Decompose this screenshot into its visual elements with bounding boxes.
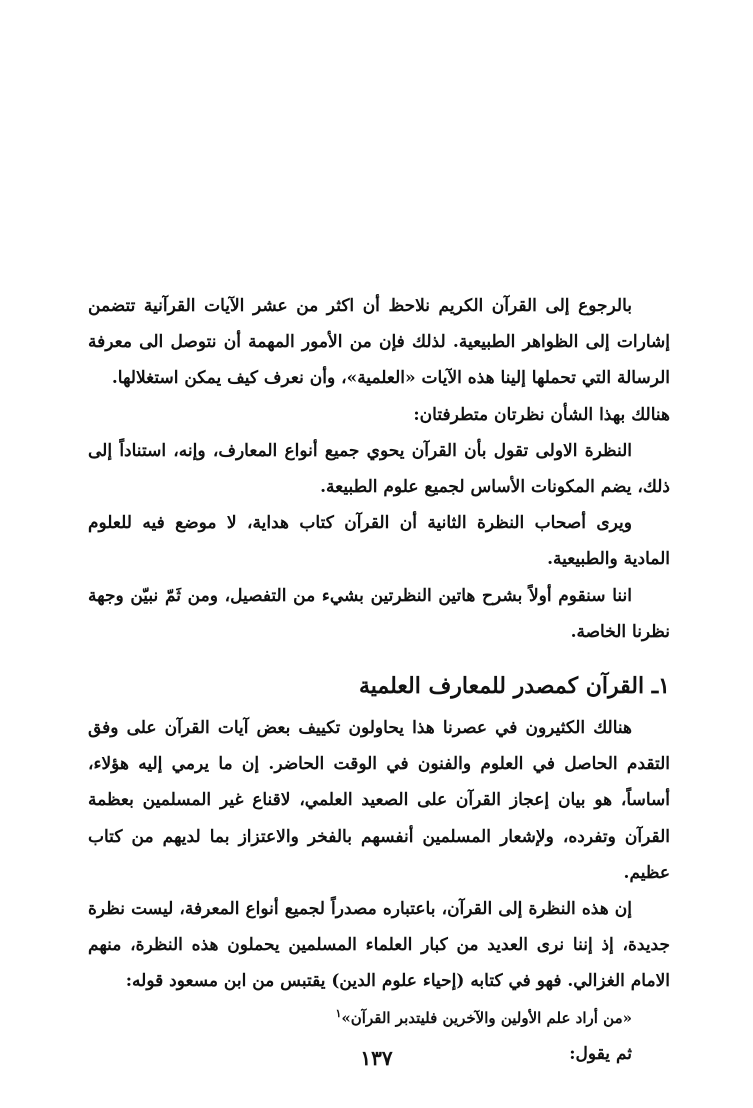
paragraph-then-says: ثم يقول: (569, 1043, 632, 1064)
paragraph-modern-views: هنالك الكثيرون في عصرنا هذا يحاولون تكييف بعض آيات القرآن على وفق التقدم الحاصل في العلوم والفنون في الوقت الحاضر. إن ما يرمي إليه هؤلاء، أساساً، هو بيان إعجاز القرآن على الصعيد العلمي، لاقناع غير المسلمين بعظمة القرآن وتفرده، ولإشعار المسلمين أنفسهم بالفخر والاعتزاز بما لديهم من كتاب عظيم. (88, 718, 670, 883)
paragraph-two-views: هنالك بهذا الشأن نظرتان متطرفتان: (413, 404, 670, 425)
paragraph-first-view: النظرة الاولى تقول بأن القرآن يحوي جميع أنواع المعارف، وإنه، استناداً إلى ذلك، يضم المكونات الأساس لجميع علوم الطبيعة. (88, 440, 670, 498)
page-body (88, 288, 670, 1072)
section-heading: ١ـ القرآن كمصدر للمعارف العلمية (358, 673, 670, 700)
quotation (88, 1000, 670, 1036)
paragraph-ghazali: إن هذه النظرة إلى القرآن، باعتباره مصدراً لجميع أنواع المعرفة، ليست نظرة جديدة، إذ إننا نرى العديد من كبار العلماء المسلمين يحملون هذه النظرة، منهم الامام الغزالي. فهو في كتابه (إحياء علوم الدين) يقتبس من ابن مسعود قوله: (88, 899, 670, 992)
footnote-mark[interactable]: ١ (335, 1006, 342, 1020)
paragraph-second-view: ويرى أصحاب النظرة الثانية أن القرآن كتاب هداية، لا موضع فيه للعلوم المادية والطبيعية. (88, 513, 670, 570)
page-number: ١٣٧ (360, 1046, 393, 1070)
quotation-text: «من أراد علم الأولين والآخرين فليتدبر القرآن» (341, 1008, 632, 1027)
paragraph-intro: بالرجوع إلى القرآن الكريم نلاحظ أن اكثر من عشر الآيات القرآنية تتضمن إشارات إلى الظواهر الطبيعية. لذلك فإن من الأمور المهمة أن نتوصل الى معرفة الرسالة التي تحملها إلينا هذه الآيات «العلمية»، وأن نعرف كيف يمكن استغلالها. (88, 296, 670, 389)
paragraph-plan: اننا سنقوم أولاً بشرح هاتين النظرتين بشيء من التفصيل، ومن ثَمّ نبيّن وجهة نظرنا الخاصة. (88, 585, 670, 642)
